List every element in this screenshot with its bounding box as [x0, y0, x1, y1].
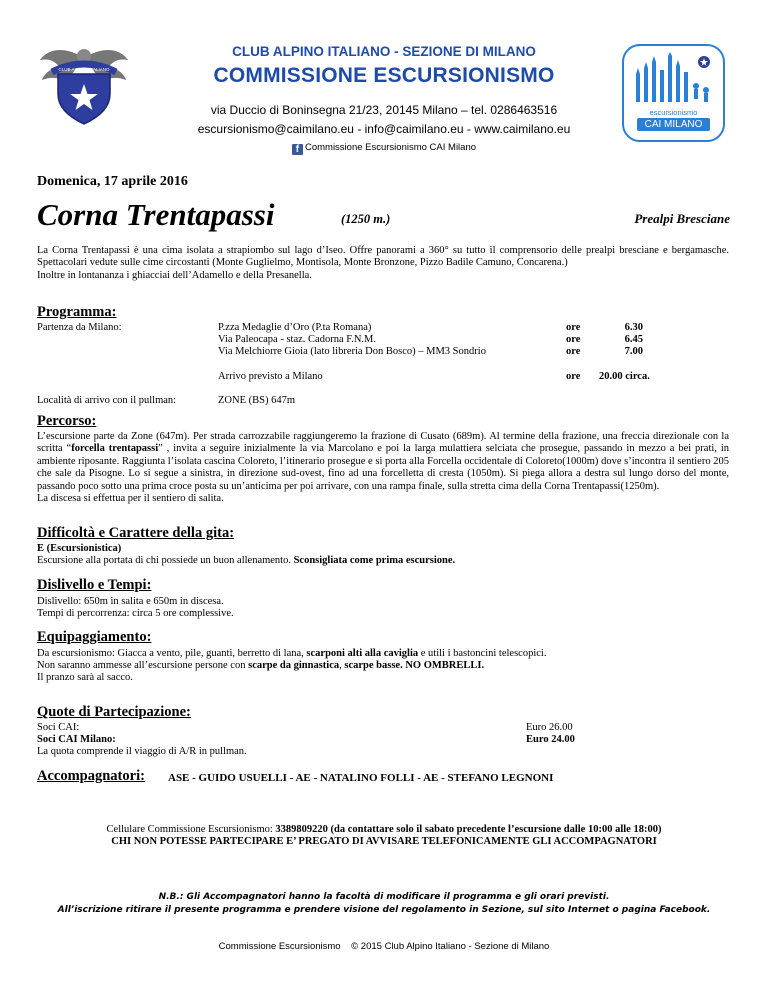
departure-label: Partenza da Milano:	[37, 322, 122, 333]
percorso-descent: La discesa si effettua per il sentiero di salita.	[37, 493, 224, 505]
equip-l2-bold2: scarpe basse. NO OMBRELLI.	[344, 660, 485, 671]
logo-line2: CAI MILANO	[637, 118, 710, 131]
cell-number[interactable]: 3389809220	[275, 824, 328, 835]
soci-cai-price: Euro 26.00	[526, 722, 573, 733]
equipaggiamento-heading: Equipaggiamento:	[37, 629, 152, 645]
return-label: Arrivo previsto a Milano	[218, 371, 323, 382]
difficolta-warning: Sconsigliata come prima escursione.	[293, 555, 456, 566]
facebook-icon: f	[292, 144, 303, 155]
accompagnatori-names: ASE - GUIDO USUELLI - AE - NATALINO FOLLI - AE - STEFANO LEGNONI	[168, 772, 554, 784]
duomo-icon	[630, 52, 716, 104]
commission-title: COMMISSIONE ESCURSIONISMO	[213, 64, 555, 87]
cell-note: (da contattare solo il sabato precedente l’escursione dalle 10:00 alle 18:00)	[327, 824, 662, 835]
event-title: Corna Trentapassi	[37, 197, 275, 232]
difficolta-level: E (Escursionistica)	[37, 543, 122, 554]
club-name: CLUB ALPINO ITALIANO - SEZIONE DI MILANO	[232, 44, 536, 59]
event-date: Domenica, 17 aprile 2016	[37, 174, 188, 189]
equip-line1	[37, 648, 546, 660]
percorso-part-b: ” , invita a seguire inizialmente la via Marcolano e poi la larga mulattiera selciata che prosegue, passando in mezzo a bei prati, in ambiente riposante. Raggiunta l’isolata cascina Coloreto, l’itinerario prosegue e si porta alla Forcella occidentale di Coloreto(1000m) dove s’incontra il sentiero 205 che sale da Pisogne. Lo si segue a sinistra, in direzione sud-ovest, fino ad una forcelletta di cresta (1050m). Si piega allora a destra sul lungo dorso del monte, passando poco sotto una prima croce posta su un’anticima per poi arrivare, con una rampa finale, sulla stretta cima della Corna Trentapassi(1250m).	[37, 443, 729, 492]
equip-line2	[37, 660, 484, 672]
stop-1: P.zza Medaglie d’Oro (P.ta Romana)	[218, 322, 372, 333]
arrival-label: Località di arrivo con il pullman:	[37, 395, 177, 406]
dislivello-line2: Tempi di percorrenza: circa 5 ore complessive.	[37, 608, 234, 619]
soci-milano-price: Euro 24.00	[526, 734, 575, 745]
quote-heading: Quote di Partecipazione:	[37, 704, 191, 720]
intro-line-2: Inoltre in lontananza i ghiacciai dell’Adamello e della Presanella.	[37, 269, 312, 281]
address: via Duccio di Boninsegna 21/23, 20145 Milano – tel. 0286463516	[210, 103, 558, 117]
cell-line	[0, 824, 768, 836]
dislivello-heading: Dislivello e Tempi:	[37, 577, 152, 593]
footer-left: Commissione Escursionismo	[218, 941, 341, 952]
cell-label: Cellulare Commissione Escursionismo:	[106, 824, 276, 835]
difficolta-desc: Escursione alla portata di chi possiede un buon allenamento.	[37, 555, 294, 566]
soci-milano-label: Soci CAI Milano:	[37, 734, 116, 745]
stop-2-ore: ore	[566, 334, 581, 345]
soci-cai-label: Soci CAI:	[37, 722, 80, 733]
footer	[0, 941, 768, 952]
difficolta-heading: Difficoltà e Carattere della gita:	[37, 525, 235, 541]
cai-logo-text: CLUB ALPINO ITALIANO	[58, 67, 110, 72]
stop-1-time: 6.30	[624, 322, 643, 333]
warning-line: CHI NON POTESSE PARTECIPARE E’ PREGATO DI AVVISARE TELEFONICAMENTE GLI ACCOMPAGNATORI	[111, 836, 657, 847]
event-region: Prealpi Bresciane	[634, 211, 730, 226]
quote-note: La quota comprende il viaggio di A/R in pullman.	[37, 746, 247, 757]
equip-l2-a: Non saranno ammesse all’escursione persone con	[37, 660, 249, 671]
stop-3-ore: ore	[566, 346, 581, 357]
percorso-text	[37, 431, 729, 505]
programma-heading: Programma:	[37, 304, 117, 320]
arrival-value: ZONE (BS) 647m	[218, 395, 295, 406]
facebook-link[interactable]	[0, 142, 768, 155]
return-ore: ore	[566, 371, 581, 382]
nb-line1: N.B.: Gli Accompagnatori hanno la facoltà di modificare il programma e gli orari previsti.	[158, 892, 610, 902]
intro-text	[37, 245, 729, 282]
footer-right: © 2015 Club Alpino Italiano - Sezione di Milano	[351, 941, 550, 952]
percorso-heading: Percorso:	[37, 413, 97, 429]
logo-line1: escursionismo	[649, 108, 698, 117]
escursionismo-logo	[622, 44, 725, 142]
accompagnatori-heading: Accompagnatori:	[37, 768, 145, 784]
facebook-label: Commissione Escursionismo CAI Milano	[304, 142, 477, 153]
stop-2-time: 6.45	[624, 334, 643, 345]
difficolta-text	[37, 555, 455, 567]
equip-l2-sep: ,	[339, 660, 345, 671]
event-altitude: (1250 m.)	[341, 212, 391, 226]
nb-line2: All’iscrizione ritirare il presente programma e prendere visione del regolamento in Sezione, sul sito Internet o pagina Facebook.	[57, 905, 711, 915]
equip-line3: Il pranzo sarà al sacco.	[37, 672, 133, 683]
stop-2: Via Paleocapa - staz. Cadorna F.N.M.	[218, 334, 377, 345]
return-time: 20.00 circa.	[599, 371, 650, 382]
dislivello-line1: Dislivello: 650m in salita e 650m in discesa.	[37, 596, 224, 607]
equip-l1-bold: scarponi alti alla caviglia	[306, 648, 419, 659]
percorso-bold: forcella trentapassi	[71, 443, 159, 455]
equip-l1-b: e utili i bastoncini telescopici.	[418, 648, 547, 659]
equip-l1-a: Da escursionismo: Giacca a vento, pile, guanti, berretto di lana,	[37, 648, 307, 659]
percorso-part-a: L’escursione parte da Zone (647m). Per strada carrozzabile raggiungeremo la frazione di Cusato (689m). Al termine della frazione, una freccia direzionale con la scritta “	[37, 431, 729, 455]
stop-3: Via Melchiorre Gioia (lato libreria Don Bosco) – MM3 Sondrio	[218, 346, 486, 357]
stop-3-time: 7.00	[624, 346, 643, 357]
intro-line-1: La Corna Trentapassi è una cima isolata a strapiombo sul lago d’Iseo. Offre panorami a 360° su tutto il comprensorio delle prealpi bresciane e bergamasche. Spettacolari vedute sulle cime circostanti (Monte Guglielmo, Montisola, Monte Bronzone, Pizzo Badile Camuno, Concarena.)	[37, 245, 729, 269]
stop-1-ore: ore	[566, 322, 581, 333]
equip-l2-bold1: scarpe da ginnastica	[248, 660, 340, 671]
contact-links[interactable]: escursionismo@caimilano.eu - info@caimilano.eu - www.caimilano.eu	[197, 122, 571, 136]
